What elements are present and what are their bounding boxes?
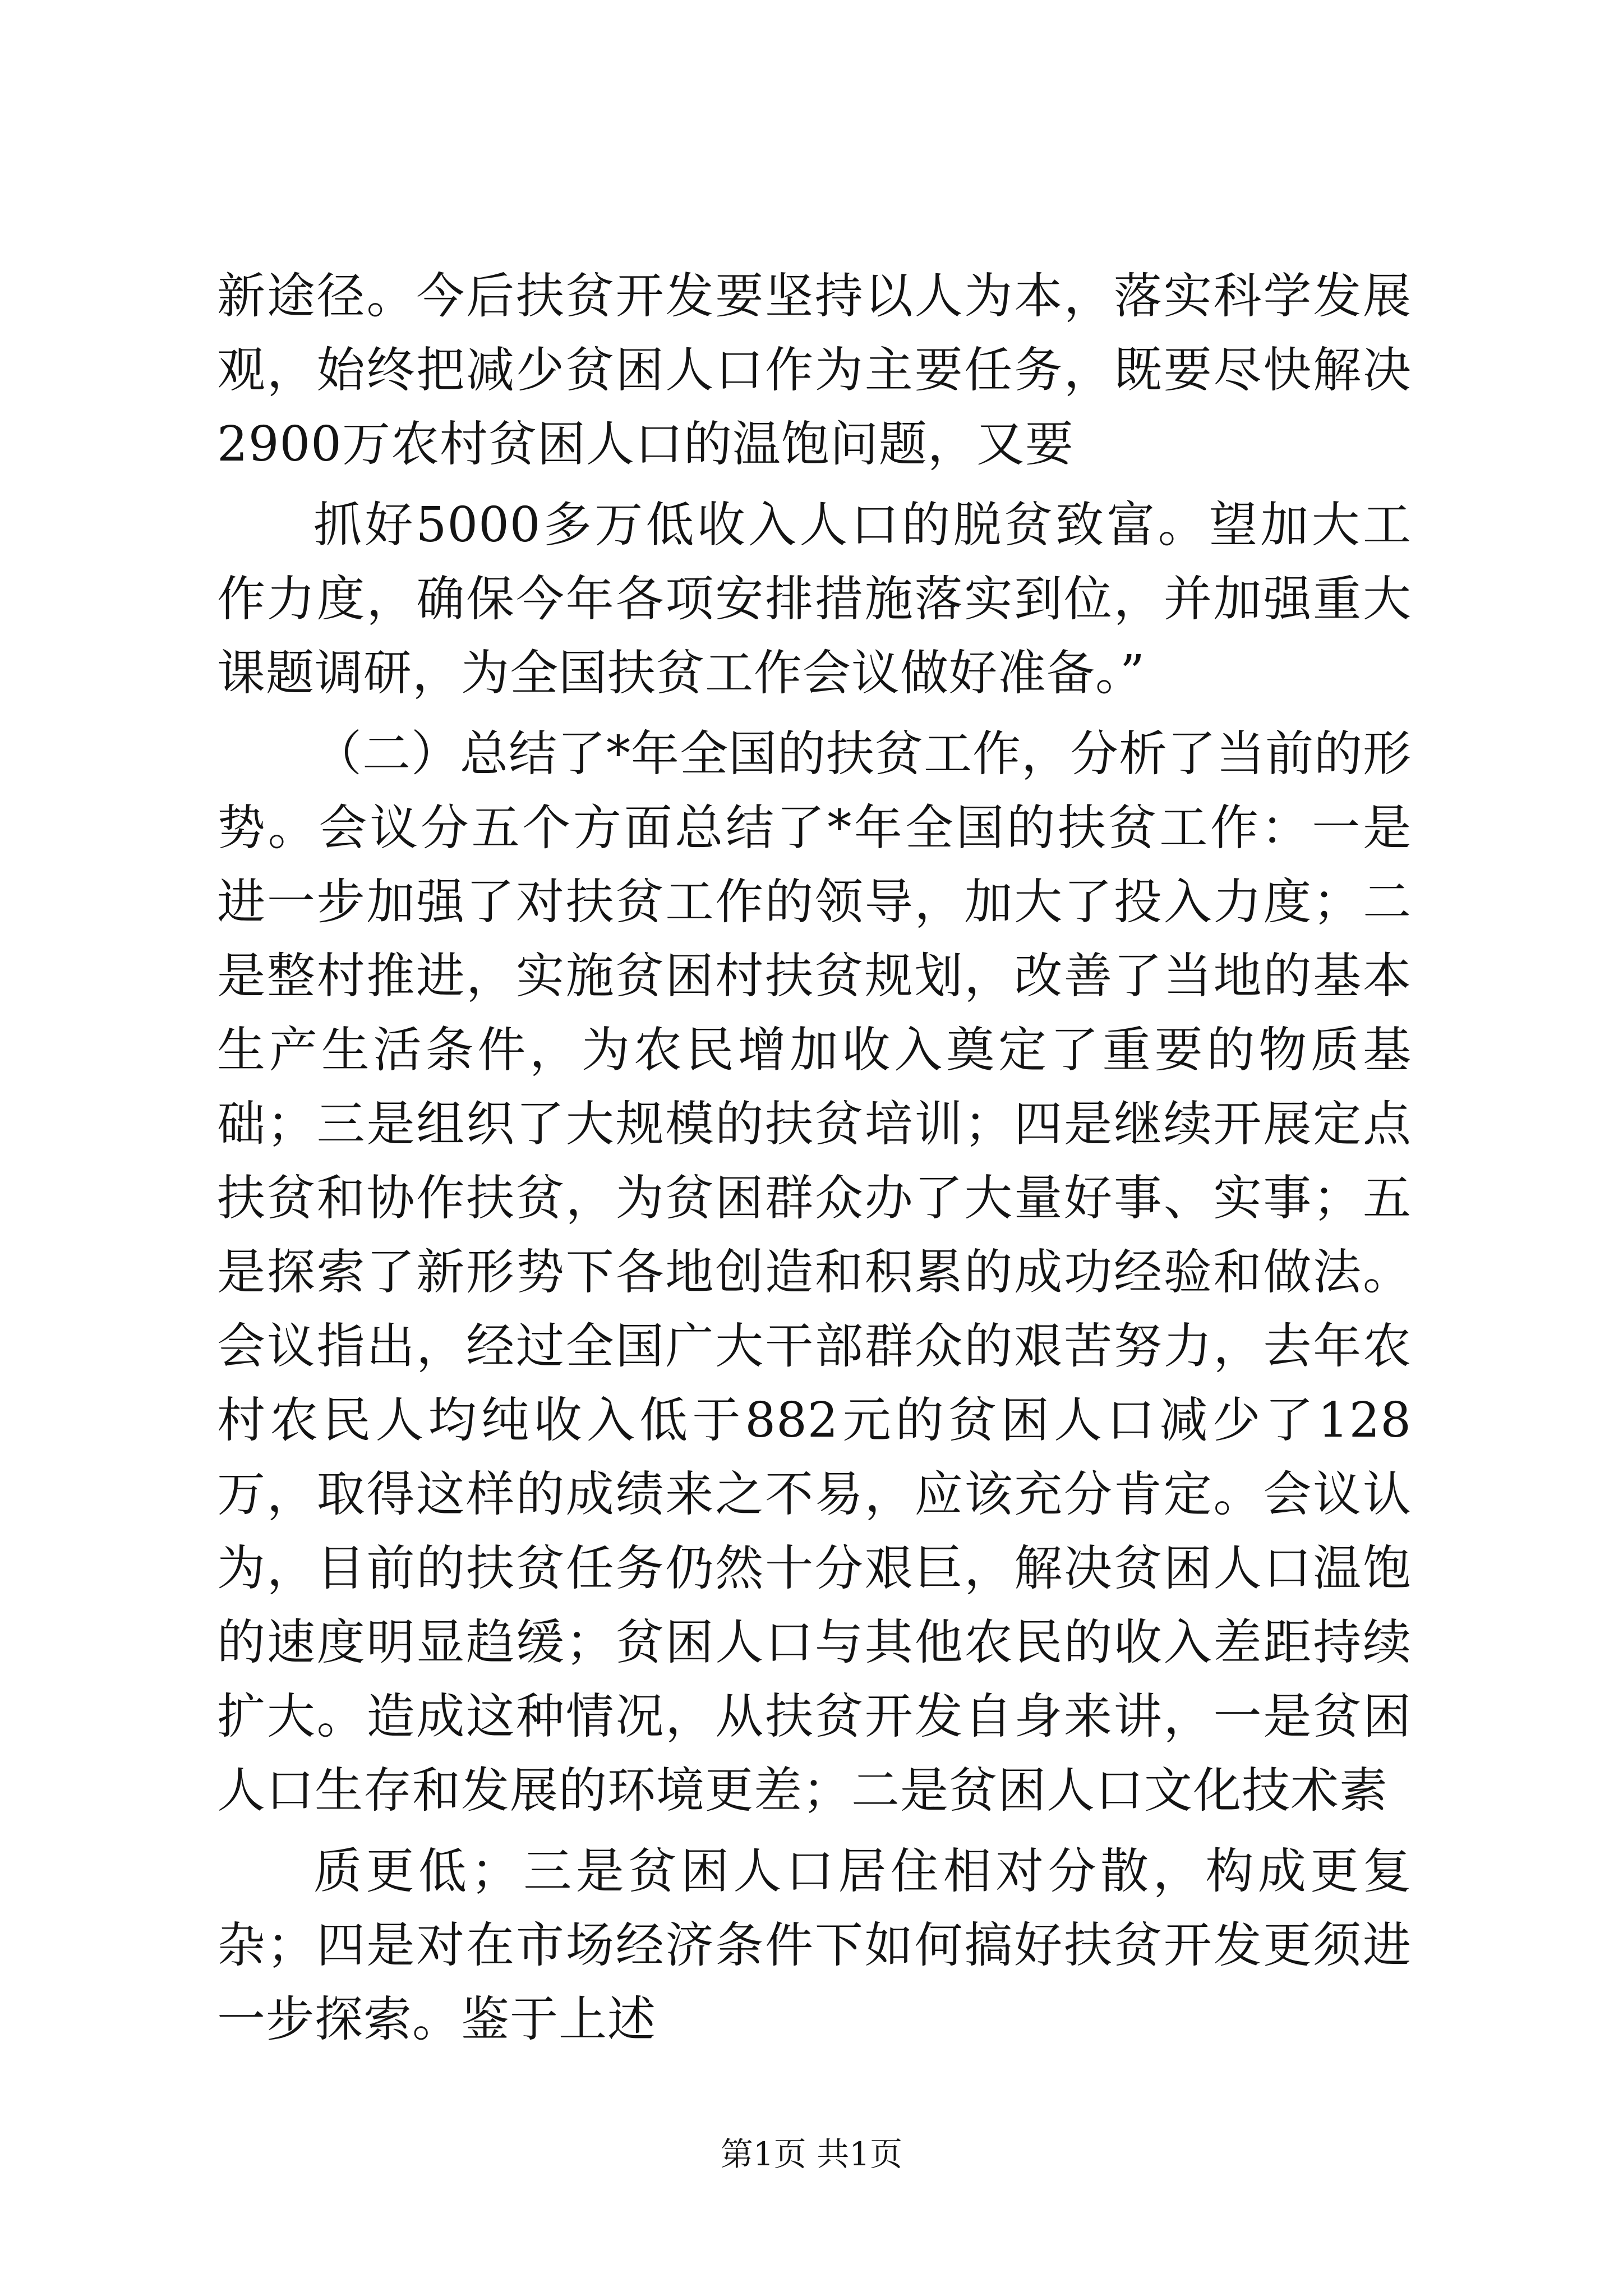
document-body xyxy=(217,259,1412,2063)
page-footer: 第1页 共1页 xyxy=(720,2135,903,2173)
paragraph-2: 抓好5000多万低收入人口的脱贫致富。望加大工作力度，确保今年各项安排措施落实到位，并加强重大课题调研，为全国扶贫工作会议做好准备。” xyxy=(217,497,1412,701)
paragraph-1: 新途径。今后扶贫开发要坚持以人为本，落实科学发展观，始终把减少贫困人口作为主要任务，既要尽快解决2900万农村贫困人口的温饱问题，又要 xyxy=(217,268,1412,472)
paragraph-3: （二）总结了*年全国的扶贫工作，分析了当前的形势。会议分五个方面总结了*年全国的扶贫工作：一是进一步加强了对扶贫工作的领导，加大了投入力度；二是整村推进，实施贫困村扶贫规划，改善了当地的基本生产生活条件，为农民增加收入奠定了重要的物质基础；三是组织了大规模的扶贫培训；四是继续开展定点扶贫和协作扶贫，为贫困群众办了大量好事、实事；五是探索了新形势下各地创造和积累的成功经验和做法。会议指出，经过全国广大干部群众的艰苦努力，去年农村农民人均纯收入低于882元的贫困人口减少了128万，取得这样的成绩来之不易，应该充分肯定。会议认为，目前的扶贫任务仍然十分艰巨，解决贫困人口温饱的速度明显趋缓；贫困人口与其他农民的收入差距持续扩大。造成这种情况，从扶贫开发自身来讲，一是贫困人口生存和发展的环境更差；二是贫困人口文化技术素 xyxy=(217,726,1412,1819)
paragraph-4: 质更低；三是贫困人口居住相对分散，构成更复杂；四是对在市场经济条件下如何搞好扶贫开发更须进一步探索。鉴于上述 xyxy=(217,1843,1412,2047)
